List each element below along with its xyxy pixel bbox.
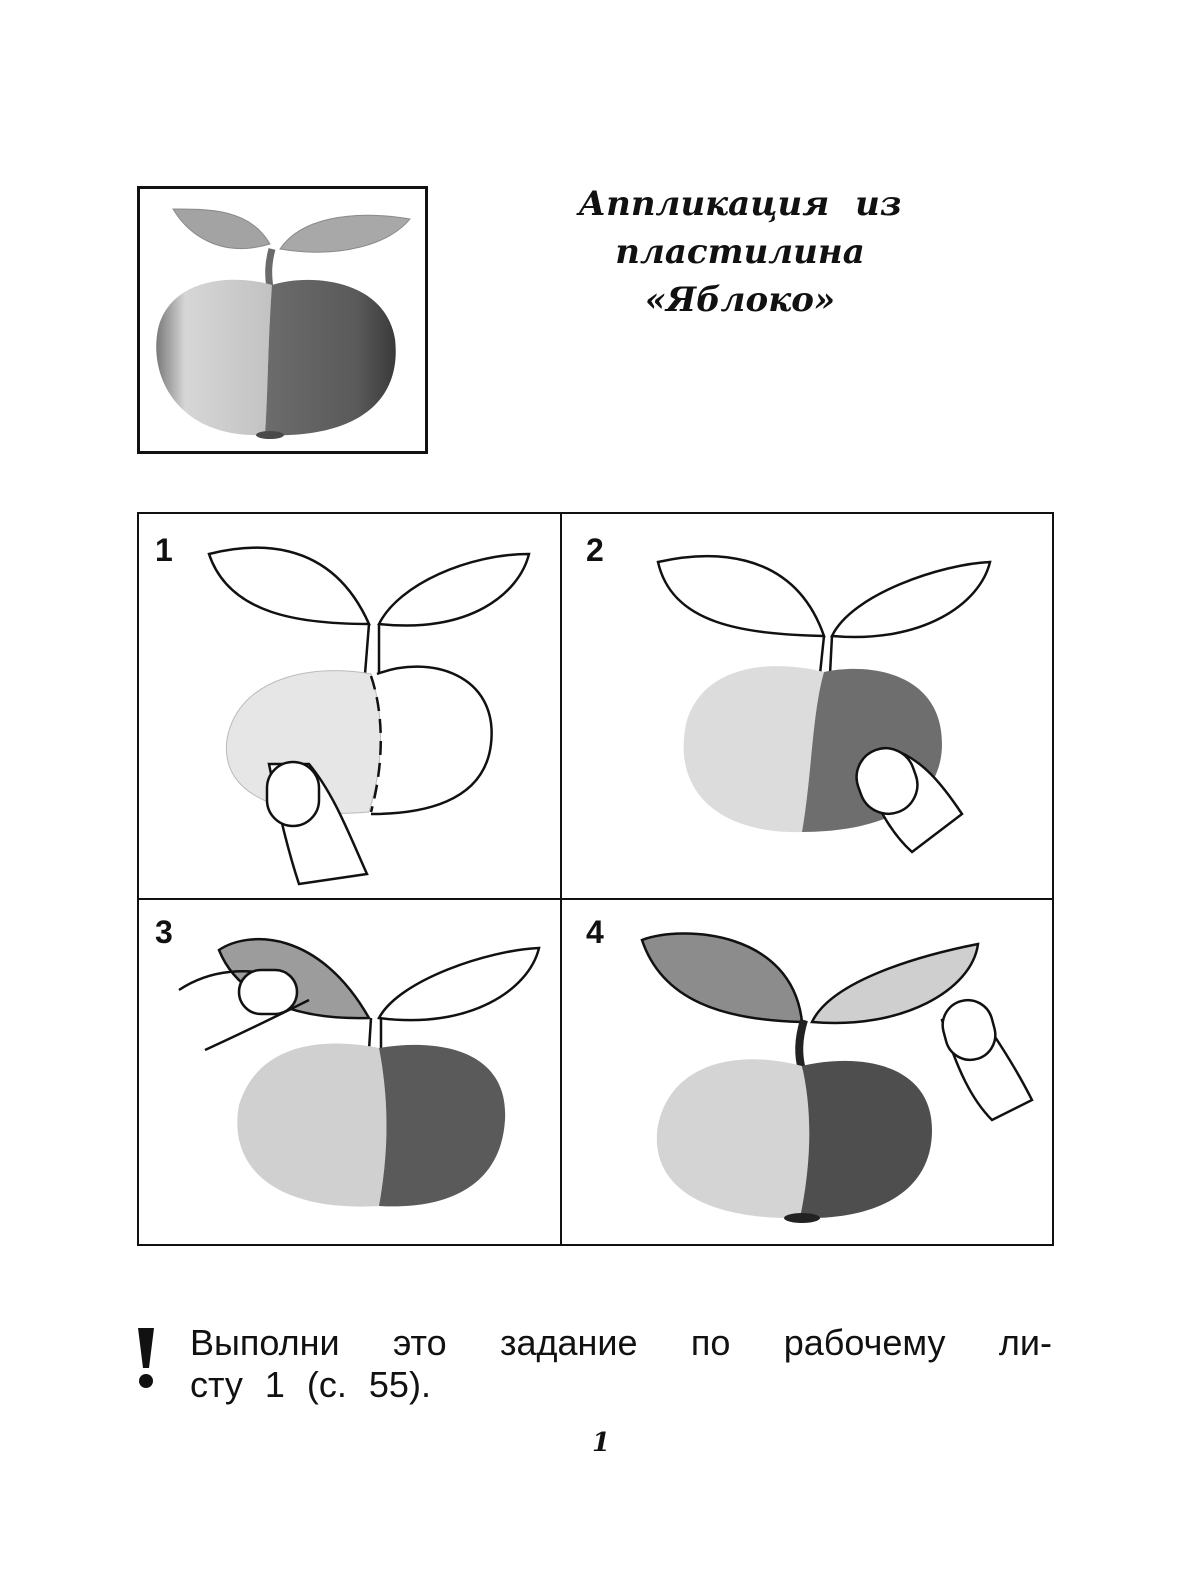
instruction-text — [190, 1322, 1052, 1406]
step-2-illustration — [562, 514, 1050, 898]
apple-illustration-icon — [140, 189, 425, 451]
step-4-cell — [562, 900, 1052, 1244]
step-number: 4 — [586, 914, 604, 950]
sample-apple-picture — [137, 186, 428, 454]
step-number: 1 — [155, 532, 173, 568]
step-4-illustration — [562, 900, 1050, 1242]
exclamation-icon — [132, 1326, 160, 1390]
title-line-1: Аппликация из пластилина — [578, 184, 902, 272]
step-1-cell — [139, 514, 562, 900]
steps-grid — [137, 512, 1054, 1246]
step-3-illustration — [139, 900, 560, 1242]
instruction-line-1: Выполни это задание по рабочему ли- — [190, 1322, 1052, 1363]
step-3-cell — [139, 900, 562, 1244]
page-number: 1 — [591, 1428, 611, 1458]
title-line-2: «Яблоко» — [644, 280, 836, 320]
step-number: 2 — [586, 532, 604, 568]
step-2-cell — [562, 514, 1052, 900]
step-number: 3 — [155, 914, 173, 950]
instruction-line-2: сту 1 (с. 55). — [190, 1364, 431, 1405]
page-title — [470, 180, 1010, 324]
step-1-illustration — [139, 514, 560, 898]
